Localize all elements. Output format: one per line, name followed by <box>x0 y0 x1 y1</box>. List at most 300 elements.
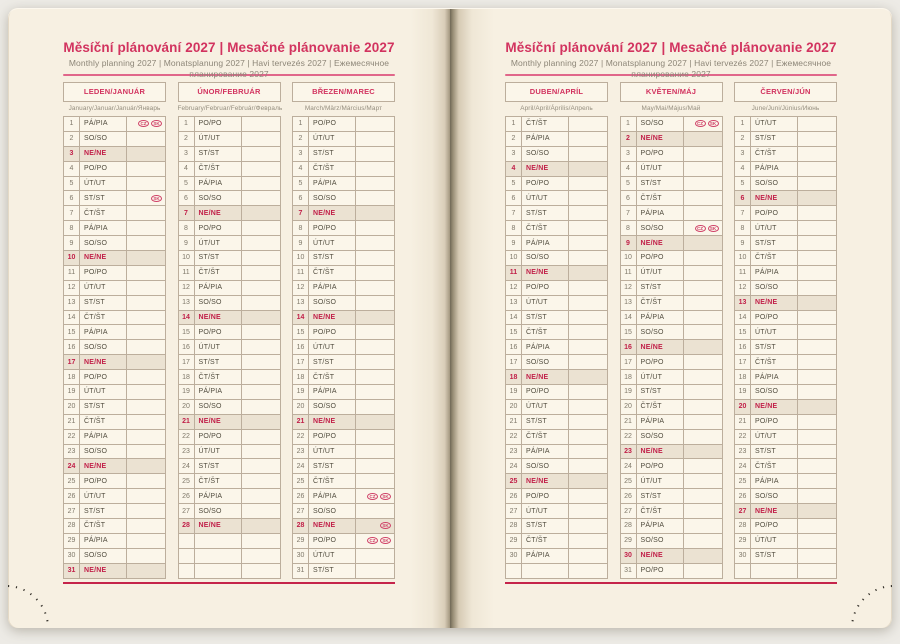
day-name-cell: PÁ/PIA <box>636 414 684 430</box>
note-cell <box>797 369 837 385</box>
day-row <box>505 518 608 534</box>
note-cell <box>568 190 608 206</box>
day-name-cell: PÁ/PIA <box>79 533 127 549</box>
note-cell <box>568 429 608 445</box>
note-cell <box>126 220 166 236</box>
day-row <box>63 131 166 147</box>
day-row <box>505 354 608 370</box>
holiday-badge-cz-icon: CZ <box>367 493 378 500</box>
day-name-cell: ČT/ŠT <box>194 369 242 385</box>
day-row <box>292 533 395 549</box>
day-row <box>505 384 608 400</box>
day-name-cell: ČT/ŠT <box>194 265 242 281</box>
note-cell <box>241 310 281 326</box>
day-number-cell: 29 <box>505 533 522 549</box>
day-row <box>620 384 723 400</box>
day-number-cell: 4 <box>734 161 751 177</box>
day-name-cell: PO/PO <box>194 116 242 132</box>
day-row <box>505 548 608 564</box>
day-row <box>734 503 837 519</box>
day-row <box>63 295 166 311</box>
day-name-cell: SO/SO <box>308 190 356 206</box>
day-name-cell: SO/SO <box>750 280 798 296</box>
day-name-cell: ST/ST <box>636 488 684 504</box>
note-cell <box>683 429 723 445</box>
day-row <box>63 250 166 266</box>
day-name-cell: ČT/ŠT <box>79 310 127 326</box>
day-name-cell: PO/PO <box>636 250 684 266</box>
day-number-cell: 8 <box>620 220 637 236</box>
day-row <box>178 265 281 281</box>
day-number-cell: 5 <box>178 176 195 192</box>
day-number-cell: 18 <box>620 369 637 385</box>
note-cell <box>683 503 723 519</box>
day-name-cell: ČT/ŠT <box>750 146 798 162</box>
day-name-cell: ČT/ŠT <box>79 518 127 534</box>
month-column <box>620 82 723 579</box>
note-cell <box>797 399 837 415</box>
day-row <box>63 116 166 132</box>
holiday-badge-sk-icon: SK <box>380 522 391 529</box>
day-number-cell: 10 <box>734 250 751 266</box>
note-cell <box>568 473 608 489</box>
day-name-cell: ST/ST <box>79 399 127 415</box>
note-cell <box>241 235 281 251</box>
day-number-cell: 9 <box>620 235 637 251</box>
day-row <box>505 458 608 474</box>
day-row <box>178 176 281 192</box>
day-row <box>620 205 723 221</box>
note-cell <box>568 176 608 192</box>
day-name-cell: ÚT/UT <box>636 265 684 281</box>
day-row <box>505 131 608 147</box>
month-column <box>178 82 281 579</box>
note-cell <box>241 473 281 489</box>
day-number-cell: 5 <box>63 176 80 192</box>
note-cell <box>355 503 395 519</box>
day-number-cell <box>734 563 751 579</box>
month-column <box>292 82 395 579</box>
day-name-cell: PO/PO <box>750 205 798 221</box>
note-cell <box>241 280 281 296</box>
day-name-cell: PÁ/PIA <box>636 205 684 221</box>
day-number-cell: 12 <box>178 280 195 296</box>
day-name-cell: NE/NE <box>79 458 127 474</box>
note-cell <box>797 116 837 132</box>
note-cell <box>241 518 281 534</box>
day-row <box>505 280 608 296</box>
day-number-cell: 7 <box>292 205 309 221</box>
day-name-cell: ST/ST <box>750 131 798 147</box>
note-cell <box>355 146 395 162</box>
day-row <box>620 488 723 504</box>
note-cell <box>568 518 608 534</box>
note-cell <box>126 190 166 206</box>
day-row <box>620 354 723 370</box>
day-number-cell: 19 <box>178 384 195 400</box>
day-name-cell: SO/SO <box>308 295 356 311</box>
day-name-cell: ST/ST <box>308 563 356 579</box>
day-row <box>292 250 395 266</box>
day-row <box>63 444 166 460</box>
day-number-cell: 11 <box>505 265 522 281</box>
day-row <box>620 190 723 206</box>
day-name-cell <box>194 563 242 579</box>
day-name-cell: SO/SO <box>636 324 684 340</box>
day-name-cell: NE/NE <box>79 563 127 579</box>
day-row <box>178 339 281 355</box>
page-right <box>450 8 892 628</box>
note-cell <box>126 250 166 266</box>
day-number-cell: 21 <box>178 414 195 430</box>
day-row <box>620 235 723 251</box>
day-number-cell: 3 <box>734 146 751 162</box>
bottom-rule <box>63 582 395 584</box>
day-number-cell: 16 <box>63 339 80 355</box>
note-cell <box>568 280 608 296</box>
note-cell <box>126 116 166 132</box>
day-number-cell: 3 <box>620 146 637 162</box>
day-number-cell: 11 <box>734 265 751 281</box>
day-name-cell: ČT/ŠT <box>79 414 127 430</box>
day-name-cell: ST/ST <box>521 310 569 326</box>
day-number-cell: 12 <box>63 280 80 296</box>
day-name-cell: PO/PO <box>636 146 684 162</box>
day-row <box>734 354 837 370</box>
day-name-cell: NE/NE <box>194 414 242 430</box>
note-cell <box>568 444 608 460</box>
day-row <box>505 265 608 281</box>
day-name-cell: ČT/ŠT <box>750 354 798 370</box>
day-row <box>292 324 395 340</box>
day-number-cell: 27 <box>63 503 80 519</box>
note-cell <box>797 295 837 311</box>
day-row <box>505 414 608 430</box>
day-row <box>292 384 395 400</box>
note-cell <box>126 384 166 400</box>
day-name-cell: PO/PO <box>308 533 356 549</box>
day-row <box>63 205 166 221</box>
day-name-cell: ČT/ŠT <box>750 458 798 474</box>
day-row <box>734 458 837 474</box>
note-cell <box>683 280 723 296</box>
day-name-cell: ÚT/UT <box>308 131 356 147</box>
day-row <box>178 295 281 311</box>
holiday-badge-cz-icon: CZ <box>695 225 706 232</box>
note-cell <box>355 414 395 430</box>
day-name-cell: ST/ST <box>521 518 569 534</box>
note-cell <box>241 384 281 400</box>
month-grid <box>505 116 608 579</box>
day-name-cell: PÁ/PIA <box>521 339 569 355</box>
day-row <box>620 339 723 355</box>
note-cell <box>683 399 723 415</box>
day-name-cell: SO/SO <box>308 399 356 415</box>
note-cell <box>683 146 723 162</box>
day-number-cell: 4 <box>178 161 195 177</box>
note-cell <box>126 161 166 177</box>
month-column <box>63 82 166 579</box>
note-cell <box>355 458 395 474</box>
note-cell <box>797 131 837 147</box>
day-name-cell: SO/SO <box>521 458 569 474</box>
day-number-cell: 20 <box>63 399 80 415</box>
day-name-cell: PO/PO <box>750 518 798 534</box>
day-name-cell: PO/PO <box>308 220 356 236</box>
day-row <box>620 280 723 296</box>
day-number-cell: 29 <box>63 533 80 549</box>
note-cell <box>683 250 723 266</box>
day-row <box>620 324 723 340</box>
day-number-cell: 26 <box>292 488 309 504</box>
day-row <box>734 369 837 385</box>
day-number-cell: 11 <box>178 265 195 281</box>
day-name-cell: NE/NE <box>194 205 242 221</box>
note-cell <box>126 369 166 385</box>
day-name-cell: ÚT/UT <box>521 399 569 415</box>
day-name-cell: SO/SO <box>79 339 127 355</box>
day-row <box>734 339 837 355</box>
day-number-cell: 1 <box>620 116 637 132</box>
note-cell <box>797 488 837 504</box>
day-name-cell: PO/PO <box>636 458 684 474</box>
day-row <box>292 473 395 489</box>
day-name-cell: NE/NE <box>636 235 684 251</box>
note-cell <box>241 295 281 311</box>
note-cell <box>797 220 837 236</box>
day-name-cell: PÁ/PIA <box>308 488 356 504</box>
day-row <box>505 205 608 221</box>
note-cell <box>568 548 608 564</box>
note-cell <box>797 354 837 370</box>
note-cell <box>683 324 723 340</box>
note-cell <box>683 563 723 579</box>
note-cell <box>355 265 395 281</box>
day-row <box>178 369 281 385</box>
day-number-cell: 31 <box>63 563 80 579</box>
note-cell <box>355 280 395 296</box>
day-row <box>63 146 166 162</box>
day-name-cell: PO/PO <box>636 354 684 370</box>
day-row <box>505 473 608 489</box>
day-row <box>734 473 837 489</box>
day-name-cell: PÁ/PIA <box>194 176 242 192</box>
day-name-cell: PO/PO <box>194 220 242 236</box>
day-row <box>292 310 395 326</box>
day-row <box>63 399 166 415</box>
day-row <box>734 488 837 504</box>
day-name-cell: ÚT/UT <box>194 339 242 355</box>
month-grid <box>620 116 723 579</box>
corner-perforation-dots <box>8 578 68 628</box>
day-number-cell: 3 <box>505 146 522 162</box>
day-row <box>63 265 166 281</box>
day-number-cell: 28 <box>505 518 522 534</box>
day-number-cell: 23 <box>734 444 751 460</box>
holiday-badge-sk-icon: SK <box>151 195 162 202</box>
note-cell <box>126 265 166 281</box>
day-name-cell: SO/SO <box>750 488 798 504</box>
day-name-cell: PO/PO <box>750 310 798 326</box>
day-name-cell: PO/PO <box>521 280 569 296</box>
note-cell <box>126 324 166 340</box>
note-cell <box>355 488 395 504</box>
day-name-cell: SO/SO <box>636 220 684 236</box>
day-number-cell: 2 <box>292 131 309 147</box>
day-name-cell: PÁ/PIA <box>194 280 242 296</box>
day-row <box>63 473 166 489</box>
day-row <box>505 533 608 549</box>
day-name-cell: ST/ST <box>194 250 242 266</box>
day-number-cell: 24 <box>505 458 522 474</box>
note-cell <box>568 399 608 415</box>
day-row <box>734 235 837 251</box>
day-name-cell: ÚT/UT <box>194 444 242 460</box>
day-name-cell: PO/PO <box>194 429 242 445</box>
day-number-cell <box>505 563 522 579</box>
note-cell <box>355 384 395 400</box>
day-name-cell: ČT/ŠT <box>636 399 684 415</box>
day-number-cell: 17 <box>620 354 637 370</box>
note-cell <box>355 518 395 534</box>
note-cell <box>241 190 281 206</box>
day-row <box>505 429 608 445</box>
day-number-cell: 15 <box>734 324 751 340</box>
day-number-cell: 30 <box>63 548 80 564</box>
day-row <box>63 369 166 385</box>
day-name-cell: PO/PO <box>79 161 127 177</box>
day-name-cell: ÚT/UT <box>750 324 798 340</box>
day-row <box>734 414 837 430</box>
day-name-cell: ČT/ŠT <box>636 190 684 206</box>
day-name-cell: SO/SO <box>79 131 127 147</box>
day-number-cell: 8 <box>178 220 195 236</box>
day-number-cell: 6 <box>178 190 195 206</box>
note-cell <box>241 429 281 445</box>
day-name-cell: PÁ/PIA <box>194 384 242 400</box>
day-number-cell: 10 <box>178 250 195 266</box>
day-number-cell: 3 <box>63 146 80 162</box>
day-name-cell: PÁ/PIA <box>521 548 569 564</box>
day-number-cell: 13 <box>292 295 309 311</box>
note-cell <box>797 324 837 340</box>
day-number-cell: 10 <box>620 250 637 266</box>
day-number-cell: 14 <box>292 310 309 326</box>
month-subtitle: February/Februar/Február/Февраль <box>177 105 283 112</box>
note-cell <box>126 310 166 326</box>
day-name-cell: SO/SO <box>194 399 242 415</box>
holiday-badge-cz-icon: CZ <box>138 120 149 127</box>
day-row <box>292 235 395 251</box>
note-cell <box>355 369 395 385</box>
day-number-cell: 12 <box>620 280 637 296</box>
day-row <box>734 205 837 221</box>
month-column <box>505 82 608 579</box>
day-number-cell: 10 <box>292 250 309 266</box>
day-number-cell: 24 <box>178 458 195 474</box>
day-row <box>505 324 608 340</box>
note-cell <box>568 161 608 177</box>
day-name-cell: SO/SO <box>79 235 127 251</box>
note-cell <box>126 176 166 192</box>
note-cell <box>126 414 166 430</box>
note-cell <box>241 250 281 266</box>
planner-spread <box>8 8 892 628</box>
note-cell <box>568 354 608 370</box>
note-cell <box>683 235 723 251</box>
note-cell <box>126 280 166 296</box>
day-number-cell: 1 <box>178 116 195 132</box>
day-row <box>178 131 281 147</box>
note-cell <box>355 205 395 221</box>
day-number-cell: 20 <box>292 399 309 415</box>
note-cell <box>797 384 837 400</box>
note-cell <box>126 295 166 311</box>
day-name-cell: SO/SO <box>521 354 569 370</box>
day-name-cell: ČT/ŠT <box>194 161 242 177</box>
day-name-cell: PO/PO <box>750 414 798 430</box>
day-name-cell: ST/ST <box>750 339 798 355</box>
day-number-cell: 18 <box>734 369 751 385</box>
day-row <box>620 146 723 162</box>
day-row <box>505 176 608 192</box>
day-name-cell: ST/ST <box>194 354 242 370</box>
day-number-cell: 25 <box>63 473 80 489</box>
day-number-cell: 9 <box>734 235 751 251</box>
day-row <box>63 429 166 445</box>
note-cell <box>241 503 281 519</box>
day-name-cell: NE/NE <box>750 190 798 206</box>
note-cell <box>683 354 723 370</box>
day-name-cell: ÚT/UT <box>636 369 684 385</box>
day-number-cell: 11 <box>63 265 80 281</box>
day-number-cell: 22 <box>63 429 80 445</box>
day-name-cell: ÚT/UT <box>750 220 798 236</box>
day-number-cell: 29 <box>734 533 751 549</box>
day-name-cell: PÁ/PIA <box>79 324 127 340</box>
day-row <box>505 369 608 385</box>
day-number-cell: 17 <box>734 354 751 370</box>
day-number-cell: 17 <box>505 354 522 370</box>
note-cell <box>241 399 281 415</box>
day-row <box>292 563 395 579</box>
day-name-cell: PÁ/PIA <box>79 220 127 236</box>
day-row <box>63 503 166 519</box>
day-number-cell: 21 <box>292 414 309 430</box>
note-cell <box>126 533 166 549</box>
day-name-cell: ČT/ŠT <box>521 220 569 236</box>
day-name-cell: NE/NE <box>521 161 569 177</box>
note-cell <box>355 310 395 326</box>
note-cell <box>797 190 837 206</box>
day-number-cell: 24 <box>620 458 637 474</box>
day-row <box>178 444 281 460</box>
note-cell <box>355 220 395 236</box>
day-number-cell: 21 <box>734 414 751 430</box>
holiday-badge-sk-icon: SK <box>708 225 719 232</box>
day-row <box>734 533 837 549</box>
day-name-cell: ÚT/UT <box>79 280 127 296</box>
note-cell <box>355 533 395 549</box>
note-cell <box>568 310 608 326</box>
day-number-cell: 4 <box>620 161 637 177</box>
day-row <box>292 548 395 564</box>
day-row <box>292 414 395 430</box>
day-number-cell: 22 <box>734 429 751 445</box>
day-number-cell: 1 <box>505 116 522 132</box>
day-name-cell: PO/PO <box>79 265 127 281</box>
day-row <box>63 220 166 236</box>
